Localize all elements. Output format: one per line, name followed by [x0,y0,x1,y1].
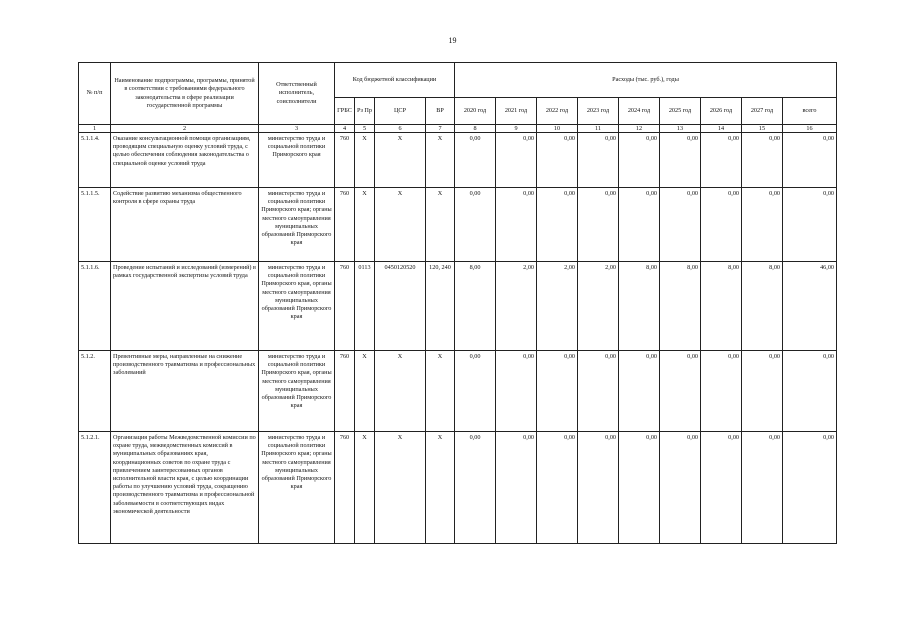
row-csr: X [375,133,426,188]
column-number-row [79,125,837,133]
budget-expenses-table [78,62,837,544]
row-grbs: 760 [335,351,355,432]
header-grbs: ГРБС [335,98,355,125]
column-number: 11 [578,125,619,133]
table-row [79,262,837,351]
row-vr: X [426,133,455,188]
row-grbs: 760 [335,432,355,544]
column-number: 16 [783,125,837,133]
row-value: 0,00 [619,432,660,544]
row-total: 46,00 [783,262,837,351]
header-year: 2023 год [578,98,619,125]
row-value: 0,00 [742,351,783,432]
header-name: Наименование подпрограммы, программы, принятой в соответствии с требованиями федерального законодательства в сфере реализации государственной программы [111,63,259,125]
table-row [79,133,837,188]
column-number: 10 [537,125,578,133]
row-total: 0,00 [783,351,837,432]
row-value: 0,00 [701,188,742,262]
row-num: 5.1.2. [79,351,111,432]
row-value: 0,00 [660,432,701,544]
table-row [79,188,837,262]
column-number: 13 [660,125,701,133]
header-year: 2020 год [455,98,496,125]
table-row [79,432,837,544]
column-number: 9 [496,125,537,133]
header-row-top [79,63,837,98]
header-num: № п/п [79,63,111,125]
column-number: 6 [375,125,426,133]
row-csr: X [375,188,426,262]
row-value: 8,00 [660,262,701,351]
row-value: 0,00 [496,351,537,432]
row-value: 0,00 [660,133,701,188]
header-year: 2027 год [742,98,783,125]
column-number: 3 [259,125,335,133]
row-vr: X [426,188,455,262]
row-rzpr: X [355,188,375,262]
header-year: 2025 год [660,98,701,125]
row-value: 0,00 [660,188,701,262]
column-number: 7 [426,125,455,133]
column-number: 5 [355,125,375,133]
row-value: 8,00 [742,262,783,351]
row-value: 0,00 [537,188,578,262]
row-total: 0,00 [783,432,837,544]
row-value: 0,00 [537,351,578,432]
row-name: Проведение испытаний и исследований (измерений) в рамках государственной экспертизы условий труда [111,262,259,351]
column-number: 15 [742,125,783,133]
row-executor: министерство труда и социальной политики Приморского края; органы местного самоуправления муниципальных образований Приморского края [259,188,335,262]
row-total: 0,00 [783,133,837,188]
row-value: 2,00 [537,262,578,351]
row-value: 0,00 [496,432,537,544]
row-value: 8,00 [455,262,496,351]
row-csr: X [375,432,426,544]
row-value: 0,00 [455,133,496,188]
page-number: 19 [448,36,457,45]
row-rzpr: X [355,133,375,188]
row-rzpr: X [355,432,375,544]
row-total: 0,00 [783,188,837,262]
row-value: 2,00 [578,262,619,351]
row-value: 0,00 [742,133,783,188]
header-year: 2026 год [701,98,742,125]
row-value: 8,00 [619,262,660,351]
row-value: 0,00 [455,432,496,544]
header-executor: Ответственный исполнитель, соисполнители [259,63,335,125]
header-expenses: Расходы (тыс. руб.), годы [455,63,837,98]
row-name: Оказание консультационной помощи организациям, проводящим специальную оценку условий труда, с целью обеспечения соблюдения законодательства о специальной оценке условий труда [111,133,259,188]
header-year: 2024 год [619,98,660,125]
row-value: 0,00 [455,188,496,262]
column-number: 14 [701,125,742,133]
row-csr: 0450120520 [375,262,426,351]
header-csr: ЦСР [375,98,426,125]
header-budget-code: Код бюджетной классификации [335,63,455,98]
row-value: 0,00 [701,351,742,432]
row-value: 0,00 [578,188,619,262]
column-number: 2 [111,125,259,133]
row-grbs: 760 [335,188,355,262]
row-num: 5.1.1.6. [79,262,111,351]
row-grbs: 760 [335,133,355,188]
column-number: 4 [335,125,355,133]
row-name: Организация работы Межведомственной комиссии по охране труда, межведомственных комиссий в муниципальных образованиях края, координационных советов по охране труда с привлечением заинтересованных органов исполнительной власти края, с целью координации работы по улучшению условий труда, сокращению производственного травматизма и профессиональной заболеваемости в соответствующих видах экономической деятельности [111,432,259,544]
row-value: 0,00 [701,133,742,188]
row-rzpr: 0113 [355,262,375,351]
header-year: 2022 год [537,98,578,125]
header-total: всего [783,98,837,125]
row-value: 0,00 [537,133,578,188]
header-vr: ВР [426,98,455,125]
table-row [79,351,837,432]
row-value: 0,00 [742,432,783,544]
header-year: 2021 год [496,98,537,125]
row-num: 5.1.2.1. [79,432,111,544]
row-vr: 120, 240 [426,262,455,351]
row-value: 0,00 [619,133,660,188]
row-value: 8,00 [701,262,742,351]
column-number: 1 [79,125,111,133]
row-name: Превентивные меры, направленные на снижение производственного травматизма и профессиональных заболеваний [111,351,259,432]
row-value: 0,00 [619,351,660,432]
row-csr: X [375,351,426,432]
row-value: 0,00 [701,432,742,544]
row-executor: министерство труда и социальной политики Приморского края [259,133,335,188]
row-value: 0,00 [742,188,783,262]
row-grbs: 760 [335,262,355,351]
column-number: 8 [455,125,496,133]
row-value: 0,00 [578,351,619,432]
column-number: 12 [619,125,660,133]
row-name: Содействие развитию механизма общественного контроля в сфере охраны труда [111,188,259,262]
row-value: 2,00 [496,262,537,351]
row-value: 0,00 [619,188,660,262]
row-value: 0,00 [660,351,701,432]
row-vr: X [426,351,455,432]
row-value: 0,00 [578,133,619,188]
row-vr: X [426,432,455,544]
row-value: 0,00 [455,351,496,432]
row-rzpr: X [355,351,375,432]
row-num: 5.1.1.5. [79,188,111,262]
row-value: 0,00 [578,432,619,544]
header-rzpr: Рз Пр [355,98,375,125]
row-executor: министерство труда и социальной политики Приморского края, органы местного самоуправления муниципальных образований Приморского края [259,351,335,432]
row-num: 5.1.1.4. [79,133,111,188]
row-value: 0,00 [537,432,578,544]
row-executor: министерство труда и социальной политики Приморского края, органы местного самоуправления муниципальных образований Приморского края [259,262,335,351]
row-executor: министерство труда и социальной политики Приморского края; органы местного самоуправления муниципальных образований Приморского края [259,432,335,544]
row-value: 0,00 [496,133,537,188]
row-value: 0,00 [496,188,537,262]
